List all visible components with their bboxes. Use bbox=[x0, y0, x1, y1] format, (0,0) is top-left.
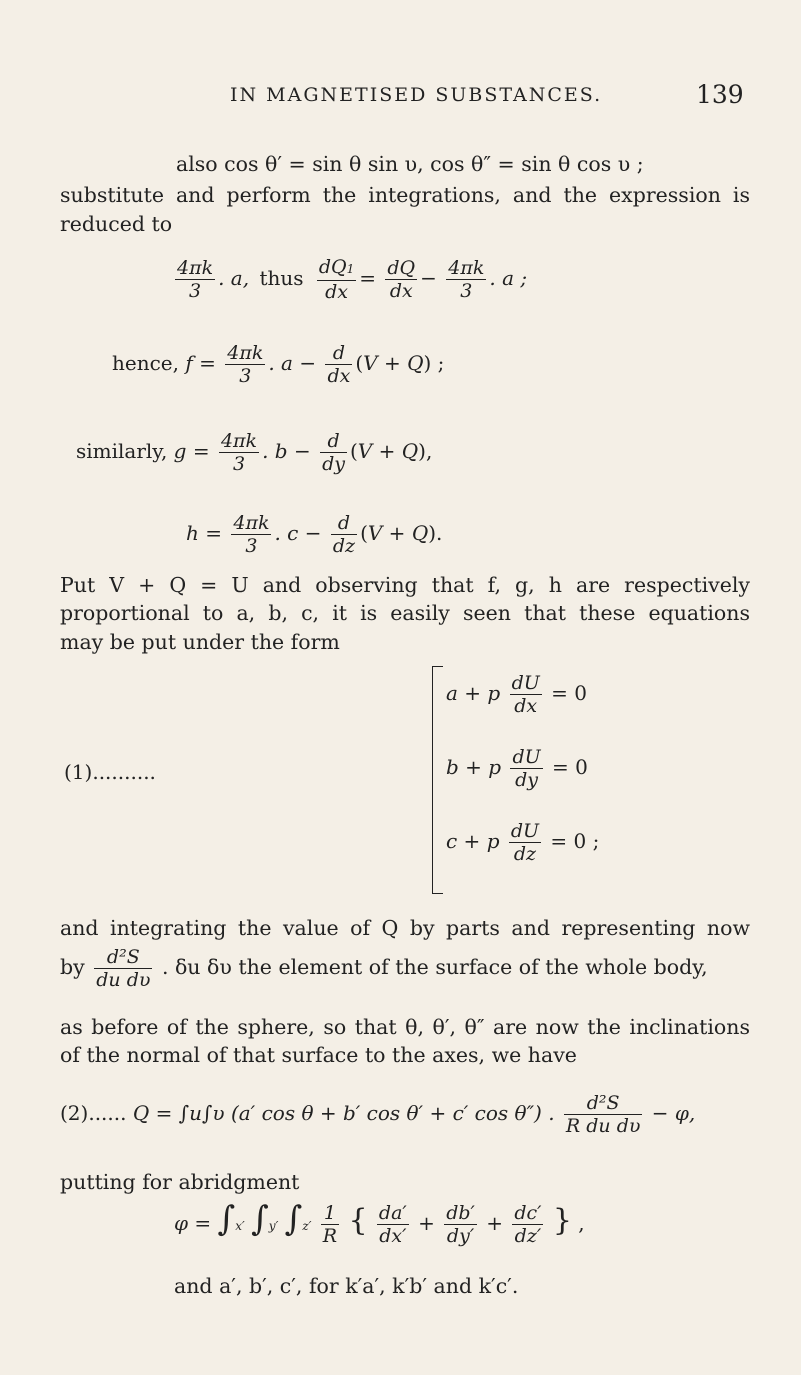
running-title: IN MAGNETISED SUBSTANCES. bbox=[230, 84, 603, 106]
equation-f: hence, f = $\frac{4\pi k}{3}$ . a − $\frac{d}{dx}$ (V + Q) ; bbox=[112, 342, 445, 387]
element-text: . δu δυ the element of the surface of the whole body, bbox=[161, 955, 708, 979]
equation-2-tail: − φ, bbox=[651, 1101, 696, 1125]
word-hence: hence, bbox=[112, 351, 179, 375]
para-abridgment: putting for abridgment bbox=[60, 1170, 300, 1194]
line-also: also cos θ′ = sin θ sin υ, cos θ″ = sin θ cos υ ; bbox=[176, 152, 644, 176]
para-by: by $\frac{\text{d²S}}{\text{du dυ}}$ . δu δυ the element of the surface of the whole body, bbox=[60, 946, 708, 991]
page-number: 139 bbox=[696, 80, 744, 109]
equation-phi: φ = ∫x′ ∫y′ ∫z′ $\frac{1}{R}$ { $\frac{da'}{dx'}$ + $\frac{db'}{dy'}$ + $\frac{dc'}{dz'}$ } , bbox=[174, 1199, 585, 1247]
equation-h: h = $\frac{4\pi k}{3}$ . c − $\frac{d}{dz}$ (V + Q). bbox=[186, 512, 443, 557]
line-substitute: substitute and perform the integrations, and the expression is bbox=[60, 183, 750, 207]
word-similarly: similarly, bbox=[76, 439, 168, 463]
equation-number-2: (2)...... bbox=[60, 1101, 127, 1125]
word-by: by bbox=[60, 955, 85, 979]
line-reduced: reduced to bbox=[60, 212, 173, 236]
equation-2: (2)...... Q = ∫u∫υ (a′ cos θ + b′ cos θ′ + c′ cos θ″) . $\frac{\text{d²S}}{\text{R du dυ}}$ − φ, bbox=[60, 1092, 696, 1137]
system-eq-b: b + p $\frac{dU}{dy}$ = 0 bbox=[446, 746, 588, 791]
para-proportional: proportional to a, b, c, it is easily seen that these equations bbox=[60, 601, 750, 625]
system-eq-c: c + p $\frac{dU}{dz}$ = 0 ; bbox=[446, 820, 600, 865]
para-form: may be put under the form bbox=[60, 630, 340, 654]
equation-2-body: Q = ∫u∫υ (a′ cos θ + b′ cos θ′ + c′ cos θ″) . bbox=[132, 1101, 555, 1125]
para-integrating: and integrating the value of Q by parts and representing now bbox=[60, 916, 750, 940]
equation-thus: $\frac{4\pi k}{3}$ . a, thus $\frac{dQ1}{dx}$ = $\frac{dQ}{dx}$ − $\frac{4\pi k}{3}$ . a ; bbox=[177, 256, 528, 303]
equation-g: similarly, g = $\frac{4\pi k}{3}$ . b − $\frac{d}{dy}$ (V + Q), bbox=[76, 430, 433, 475]
para-normal: of the normal of that surface to the axes, we have bbox=[60, 1043, 577, 1067]
para-put: Put V + Q = U and observing that f, g, h are respectively bbox=[60, 573, 750, 597]
system-eq-a: a + p $\frac{dU}{dx}$ = 0 bbox=[446, 672, 587, 717]
left-brace bbox=[432, 666, 443, 894]
equation-number-1: (1).......... bbox=[64, 760, 156, 784]
para-final: and a′, b′, c′, for k′a′, k′b′ and k′c′. bbox=[174, 1274, 519, 1298]
para-sphere: as before of the sphere, so that θ, θ′, θ″ are now the inclinations bbox=[60, 1015, 750, 1039]
word-thus: thus bbox=[259, 266, 304, 290]
